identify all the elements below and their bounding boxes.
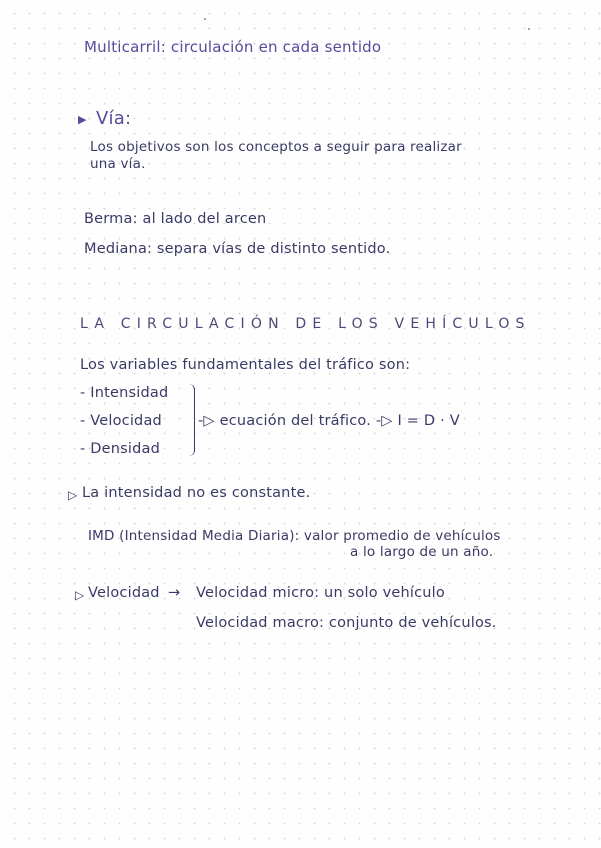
via-title: Vía:: [96, 108, 132, 129]
ink-speck: [204, 18, 206, 20]
imd-line-1: IMD (Intensidad Media Diaria): valor promedio de vehículos: [88, 528, 501, 544]
velocidad-macro: Velocidad macro: conjunto de vehículos.: [196, 615, 497, 631]
via-text-line-1: Los objetivos son los conceptos a seguir para realizar: [90, 139, 462, 155]
variables-intro: Los variables fundamentales del tráfico son:: [80, 357, 411, 373]
section-heading: LA CIRCULACIÓN DE LOS VEHÍCULOS: [80, 316, 531, 332]
imd-line-2: a lo largo de un año.: [350, 544, 494, 560]
equation-line: -▷ ecuación del tráfico. -▷ I = D · V: [198, 413, 460, 429]
line-multicarril: Multicarril: circulación en cada sentido: [84, 38, 382, 56]
velocidad-label: Velocidad: [88, 585, 160, 601]
variable-intensidad: - Intensidad: [80, 385, 169, 401]
via-bullet-icon: ▶: [78, 113, 87, 126]
via-text-line-2: una vía.: [90, 156, 146, 172]
variable-velocidad: - Velocidad: [80, 413, 162, 429]
grouping-brace: [186, 384, 195, 456]
velocidad-arrow-icon: →: [168, 585, 181, 601]
velocidad-micro: Velocidad micro: un solo vehículo: [196, 585, 445, 601]
velocidad-bullet-icon: ▷: [75, 588, 85, 602]
ink-speck: [528, 28, 530, 30]
line-mediana: Mediana: separa vías de distinto sentido.: [84, 241, 391, 257]
intensidad-note: La intensidad no es constante.: [82, 485, 311, 501]
intensidad-bullet-icon: ▷: [68, 488, 78, 502]
line-berma: Berma: al lado del arcen: [84, 211, 267, 227]
variable-densidad: - Densidad: [80, 441, 160, 457]
